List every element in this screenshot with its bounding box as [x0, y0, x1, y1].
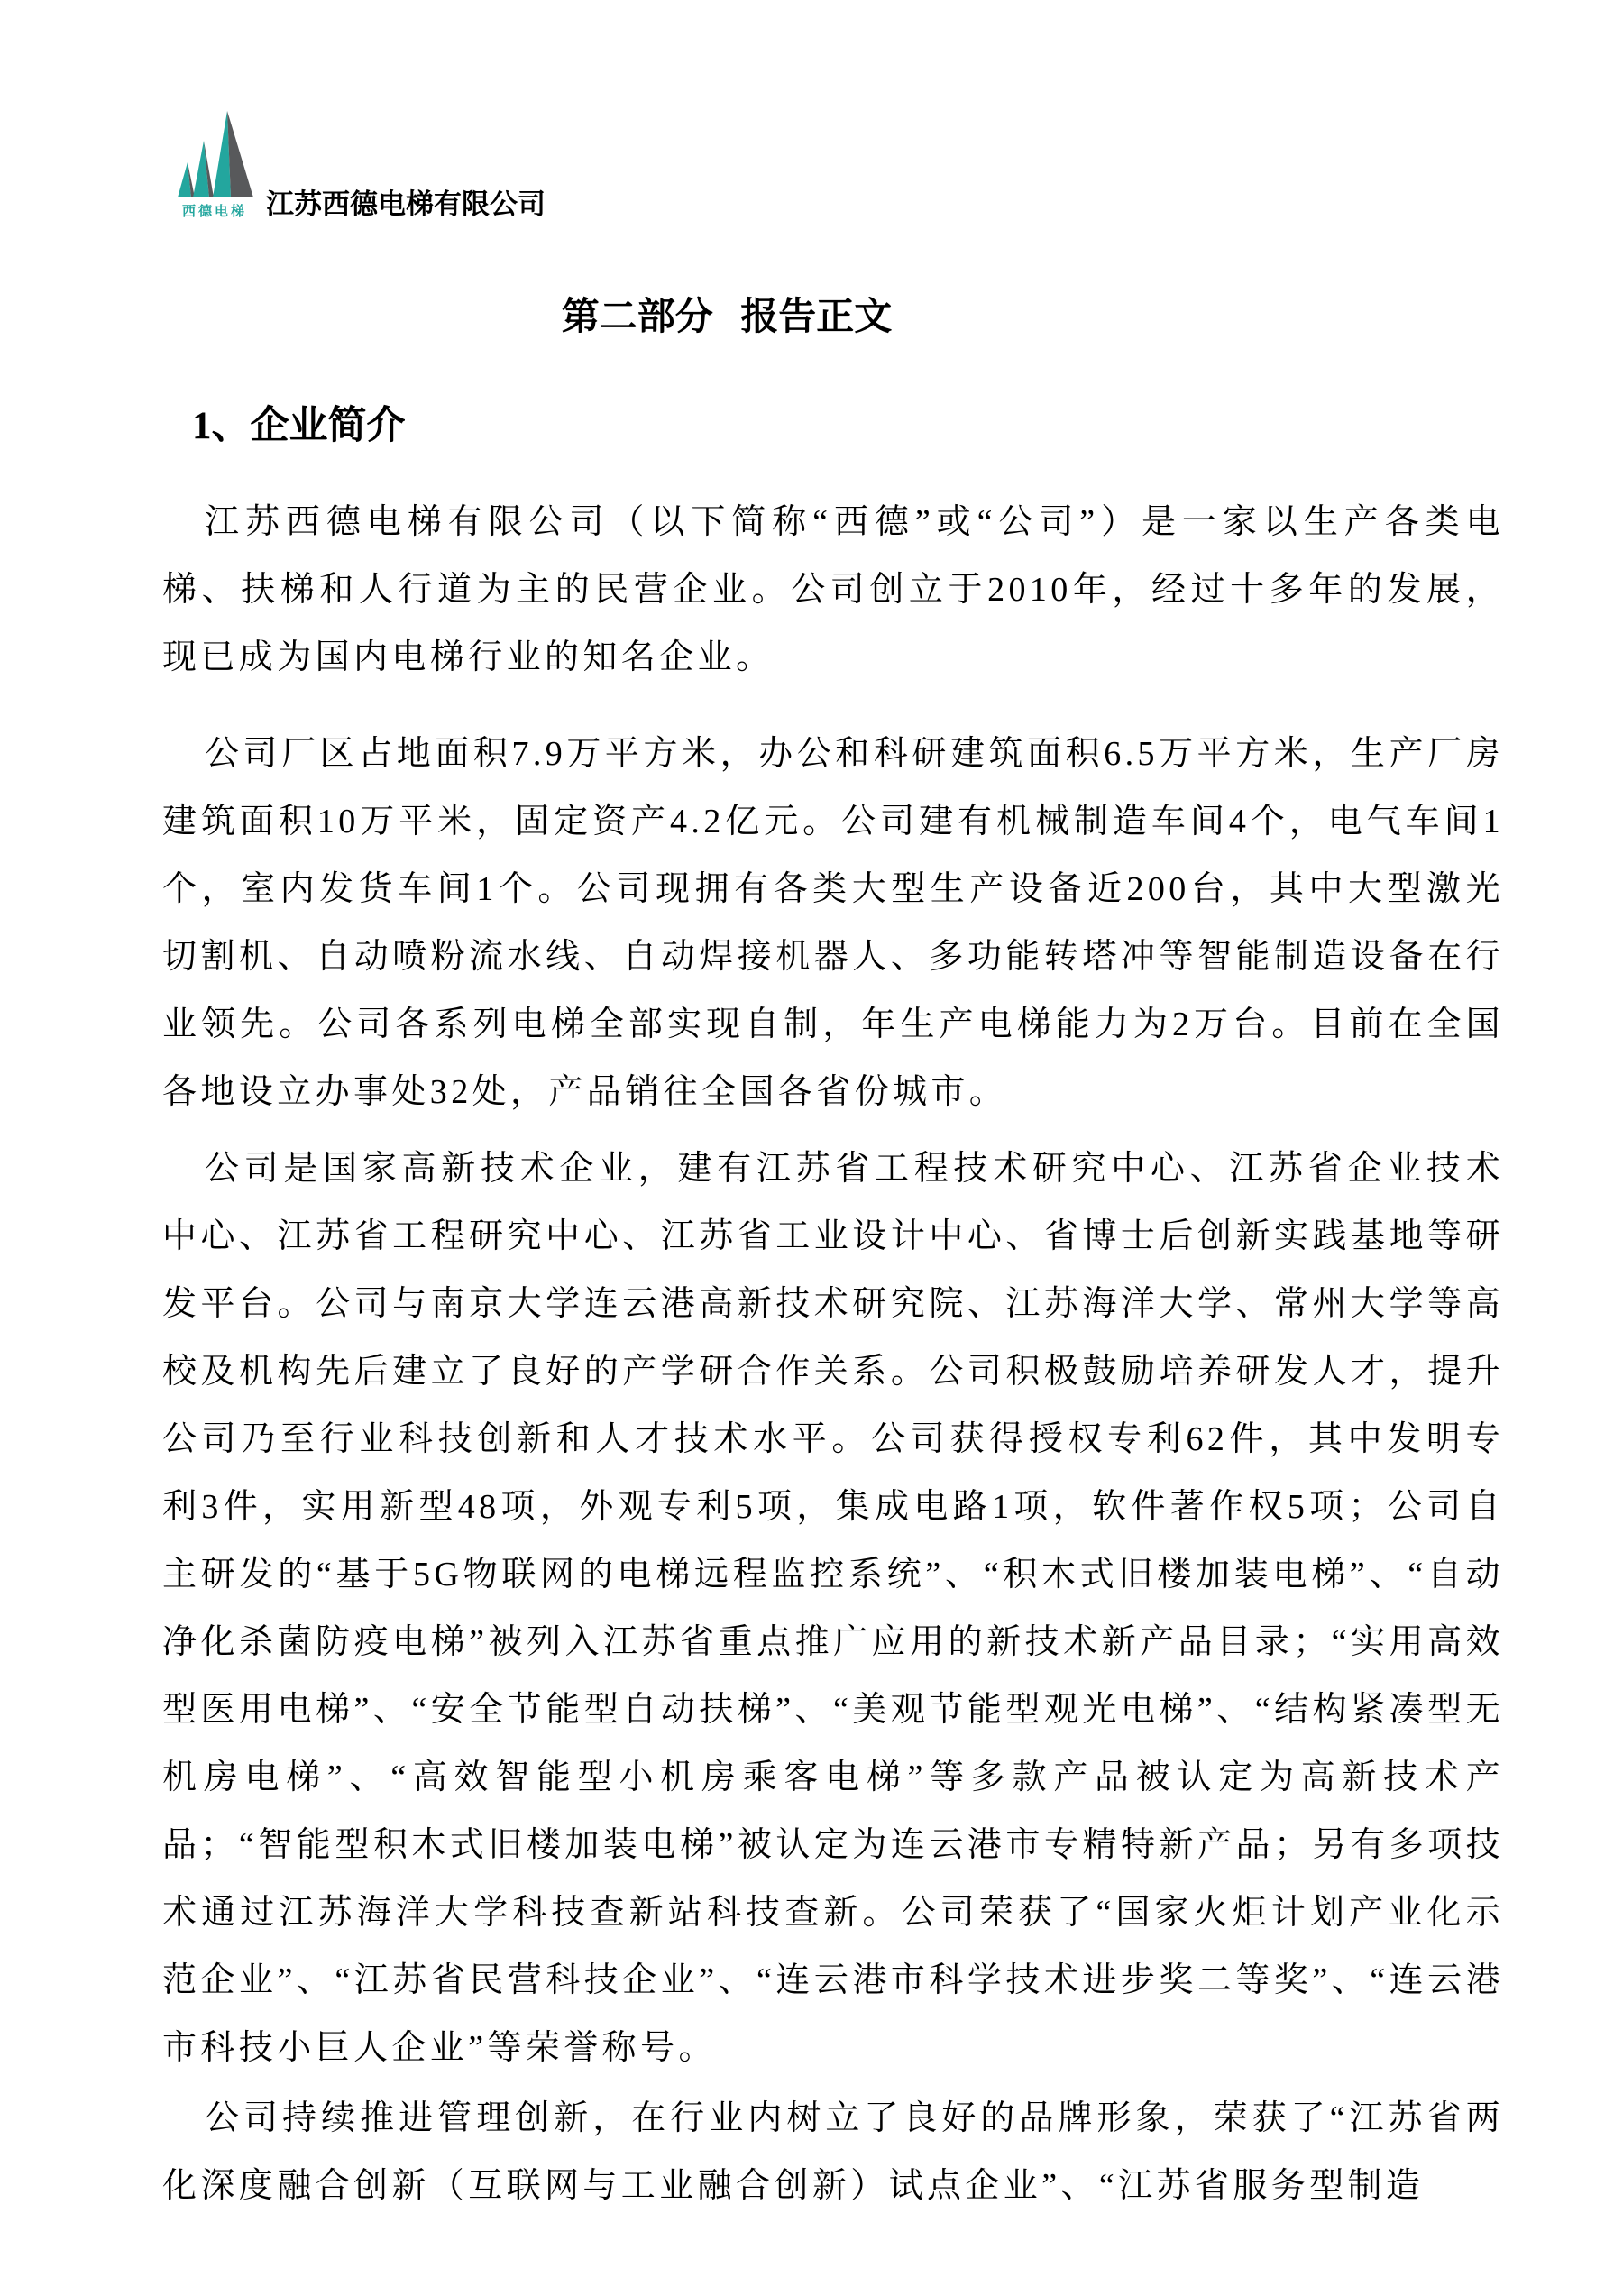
- company-logo-icon: [176, 110, 253, 198]
- logo-wordmark: 西德电梯: [181, 204, 247, 219]
- paragraph-company-intro: 江苏西德电梯有限公司（以下简称“西德”或“公司”）是一家以生产各类电梯、扶梯和人行道为主的民营企业。公司创立于2010年，经过十多年的发展，现已成为国内电梯行业的知名企业。: [162, 503, 1504, 676]
- paragraph-technology-honors: 公司是国家高新技术企业，建有江苏省工程技术研究中心、江苏省企业技术中心、江苏省工程研究中心、江苏省工业设计中心、省博士后创新实践基地等研发平台。公司与南京大学连云港高新技术研究院、江苏海洋大学、常州大学等高校及机构先后建立了良好的产学研合作关系。公司积极鼓励培养研发人才，提升公司乃至行业科技创新和人才技术水平。公司获得授权专利62件，其中发明专利3件，实用新型48项，外观专利5项，集成电路1项，软件著作权5项；公司自主研发的“基于5G物联网的电梯远程监控系统”、“积木式旧楼加装电梯”、“自动净化杀菌防疫电梯”被列入江苏省重点推广应用的新技术新产品目录；“实用高效型医用电梯”、“安全节能型自动扶梯”、“美观节能型观光电梯”、“结构紧凑型无机房电梯”、“高效智能型小机房乘客电梯”等多款产品被认定为高新技术产品；“智能型积木式旧楼加装电梯”被认定为连云港市专精特新产品；另有多项技术通过江苏海洋大学科技查新站科技查新。公司荣获了“国家火炬计划产业化示范企业”、“江苏省民营科技企业”、“连云港市科学技术进步奖二等奖”、“连云港市科技小巨人企业”等荣誉称号。: [162, 1150, 1504, 2067]
- company-letterhead: [174, 110, 546, 220]
- document-title: 第二部分 报告正文: [561, 297, 893, 338]
- logo-sail-teal-1: [178, 162, 191, 197]
- company-name: 江苏西德电梯有限公司: [266, 188, 546, 220]
- paragraph-facilities: 公司厂区占地面积7.9万平方米，办公和科研建筑面积6.5万平方米，生产厂房建筑面积10万平米，固定资产4.2亿元。公司建有机械制造车间4个，电气车间1个，室内发货车间1个。公司现拥有各类大型生产设备近200台，其中大型激光切割机、自动喷粉流水线、自动焊接机器人、多功能转塔冲等智能制造设备在行业领先。公司各系列电梯全部实现自制，年生产电梯能力为2万台。目前在全国各地设立办事处32处，产品销往全国各省份城市。: [162, 735, 1505, 1111]
- company-logo: [174, 110, 255, 220]
- section-heading: 1、企业简介: [192, 405, 406, 447]
- paragraph-management-innovation: 公司持续推进管理创新，在行业内树立了良好的品牌形象，荣获了“江苏省两化深度融合创新（互联网与工业融合创新）试点企业”、“江苏省服务型制造: [162, 2099, 1504, 2205]
- report-body: [162, 489, 1504, 2220]
- logo-sail-gray-3: [227, 111, 253, 197]
